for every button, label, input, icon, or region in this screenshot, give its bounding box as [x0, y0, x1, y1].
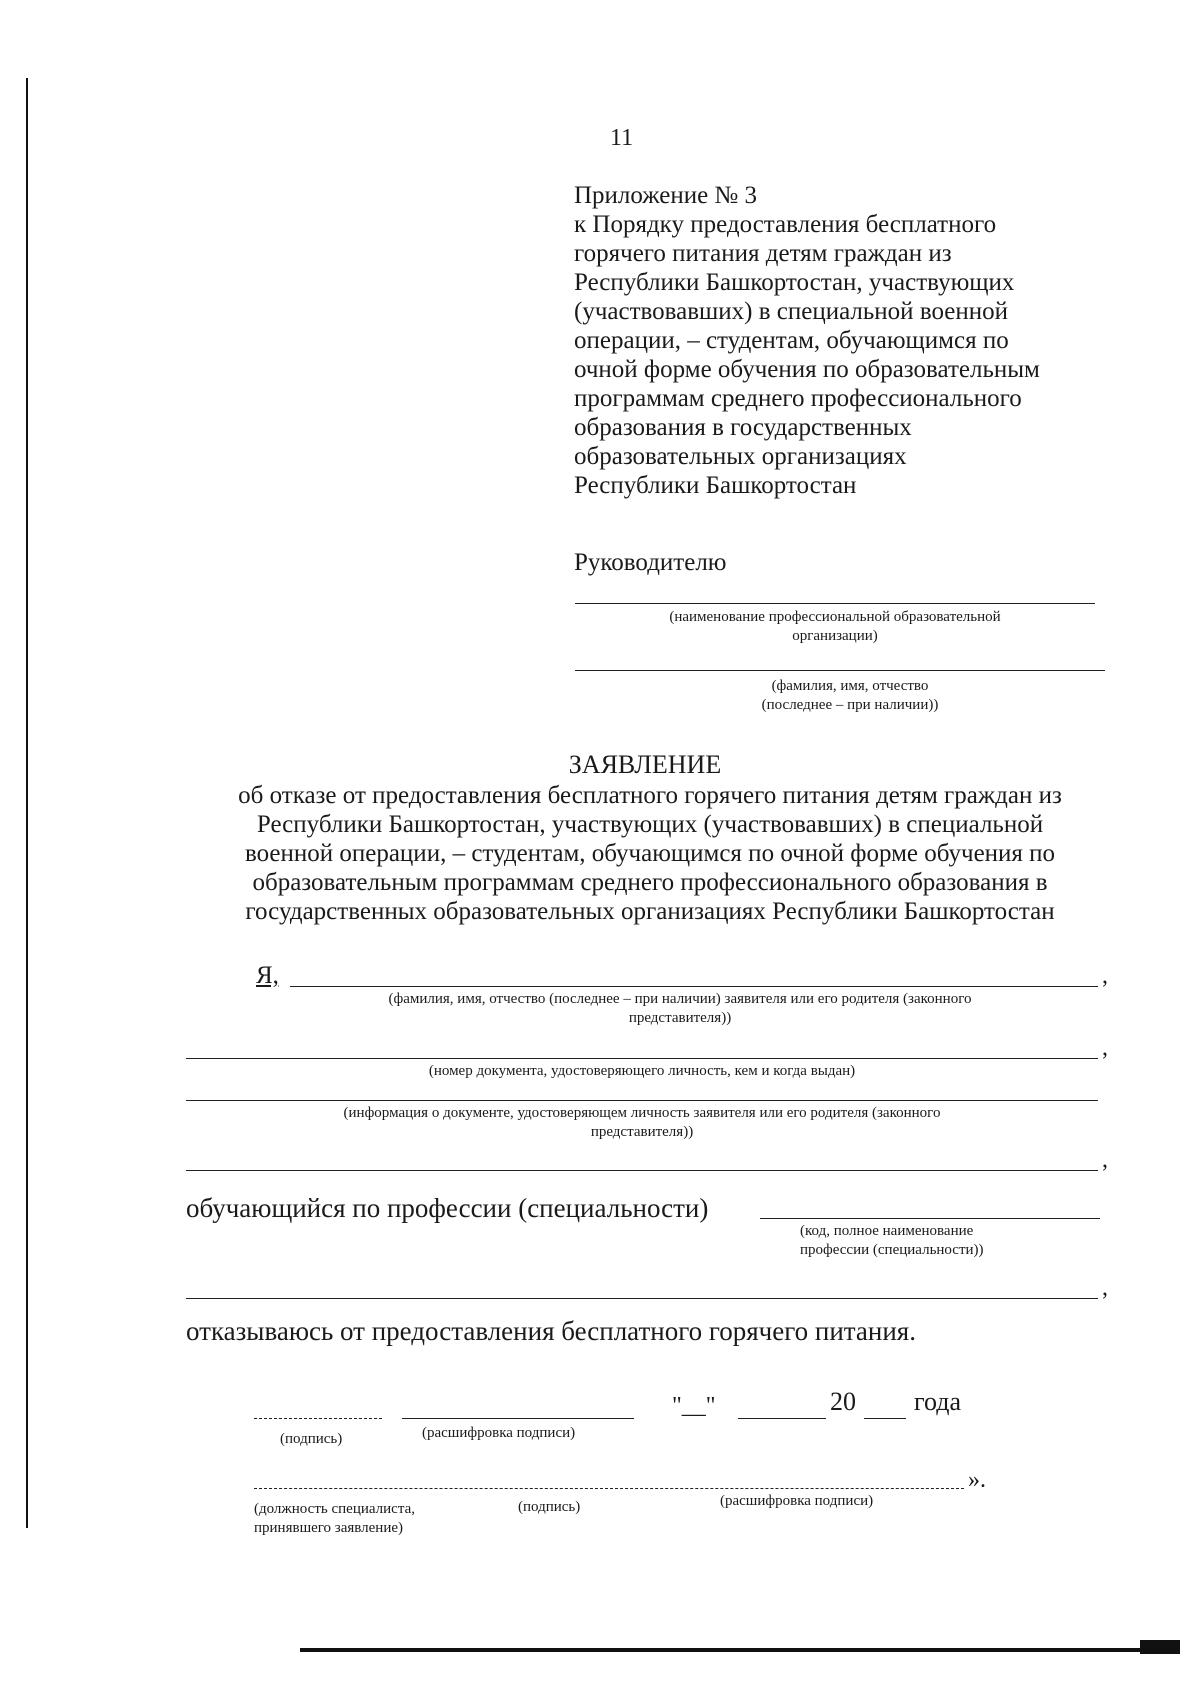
appendix-line: очной форме обучения по образовательным: [574, 356, 1040, 383]
profession-field[interactable]: [760, 1218, 1100, 1219]
addressee-fio-caption: (фамилия, имя, отчество (последнее – при наличии)): [761, 678, 939, 713]
applicant-info-field[interactable]: [186, 1100, 1098, 1101]
comma: ,: [1102, 1147, 1108, 1173]
date-month-field[interactable]: [738, 1418, 826, 1419]
profession-field-2[interactable]: [186, 1298, 1098, 1299]
appendix-block: [574, 181, 1134, 500]
addressee-fio-field[interactable]: [575, 670, 1105, 671]
scan-corner: [1140, 1640, 1180, 1654]
scan-bottom-edge: [300, 1648, 1180, 1652]
year-prefix: 20: [830, 1387, 856, 1416]
appendix-line: образовательных организациях: [574, 443, 907, 470]
applicant-info-field-2[interactable]: [186, 1170, 1098, 1171]
comma: ,: [1102, 963, 1108, 989]
appendix-line: Республики Башкортостан: [574, 472, 857, 499]
statement-subtitle: об отказе от предоставления бесплатного горячего питания детям граждан из Республики Башкортостан, участвующих (участвовавших) в специальной военной операции, – студентам, обучающимся по очной форме обучения по образовательным программам среднего профессионального образования в государственных образовательных организациях Республики Башкортостан: [238, 782, 1062, 925]
comma: ,: [1102, 1275, 1108, 1301]
year-suffix: года: [914, 1387, 962, 1416]
appendix-line: программам среднего профессионального: [574, 385, 1022, 412]
signature-field[interactable]: [254, 1418, 382, 1419]
appendix-line: к Порядку предоставления бесплатного: [574, 211, 997, 238]
org-name-field[interactable]: [575, 603, 1095, 604]
signature-decoding-field[interactable]: [402, 1418, 634, 1419]
appendix-title: Приложение № 3: [574, 182, 758, 209]
page-number: 11: [610, 125, 634, 151]
date-day: "__": [672, 1393, 716, 1419]
appendix-line: образования в государственных: [574, 414, 912, 441]
applicant-doc-caption: (номер документа, удостоверяющего личность, кем и когда выдан): [428, 1063, 856, 1079]
decoding-caption: (расшифровка подписи): [422, 1425, 576, 1441]
specialist-position-caption: (должность специалиста, принявшего заявление): [254, 1501, 415, 1536]
org-name-caption: (наименование профессиональной образовательной организации): [669, 609, 1001, 644]
specialist-field[interactable]: [254, 1488, 964, 1489]
appendix-line: Республики Башкортостан, участвующих: [574, 269, 1015, 296]
refusal-text: отказываюсь от предоставления бесплатного горячего питания.: [186, 1316, 916, 1346]
applicant-fio-caption: (фамилия, имя, отчество (последнее – при наличии) заявителя или его родителя (законного представителя)): [388, 991, 972, 1026]
appendix-line: (участвовавших) в специальной военной: [574, 298, 1008, 325]
signature-caption: (подпись): [280, 1431, 343, 1447]
applicant-info-caption: (информация о документе, удостоверяющем личность заявителя или его родителя (законного представителя)): [343, 1105, 941, 1140]
applicant-prefix: Я,: [256, 962, 279, 989]
scan-left-edge: [26, 78, 28, 1528]
applicant-doc-field[interactable]: [186, 1058, 1098, 1059]
applicant-fio-field[interactable]: [290, 986, 1098, 987]
comma: ,: [1102, 1035, 1108, 1061]
closing-quote: ».: [968, 1467, 986, 1493]
appendix-line: операции, – студентам, обучающимся по: [574, 327, 1009, 354]
specialist-decoding-caption: (расшифровка подписи): [720, 1493, 874, 1509]
appendix-line: горячего питания детям граждан из: [574, 240, 952, 267]
specialist-signature-caption: (подпись): [518, 1499, 581, 1515]
year-field[interactable]: [864, 1418, 906, 1419]
addressee-label: Руководителю: [574, 549, 727, 576]
statement-title: ЗАЯВЛЕНИЕ: [568, 750, 722, 779]
profession-label: обучающийся по профессии (специальности): [186, 1193, 709, 1223]
profession-caption: (код, полное наименование профессии (специальности)): [800, 1223, 984, 1258]
